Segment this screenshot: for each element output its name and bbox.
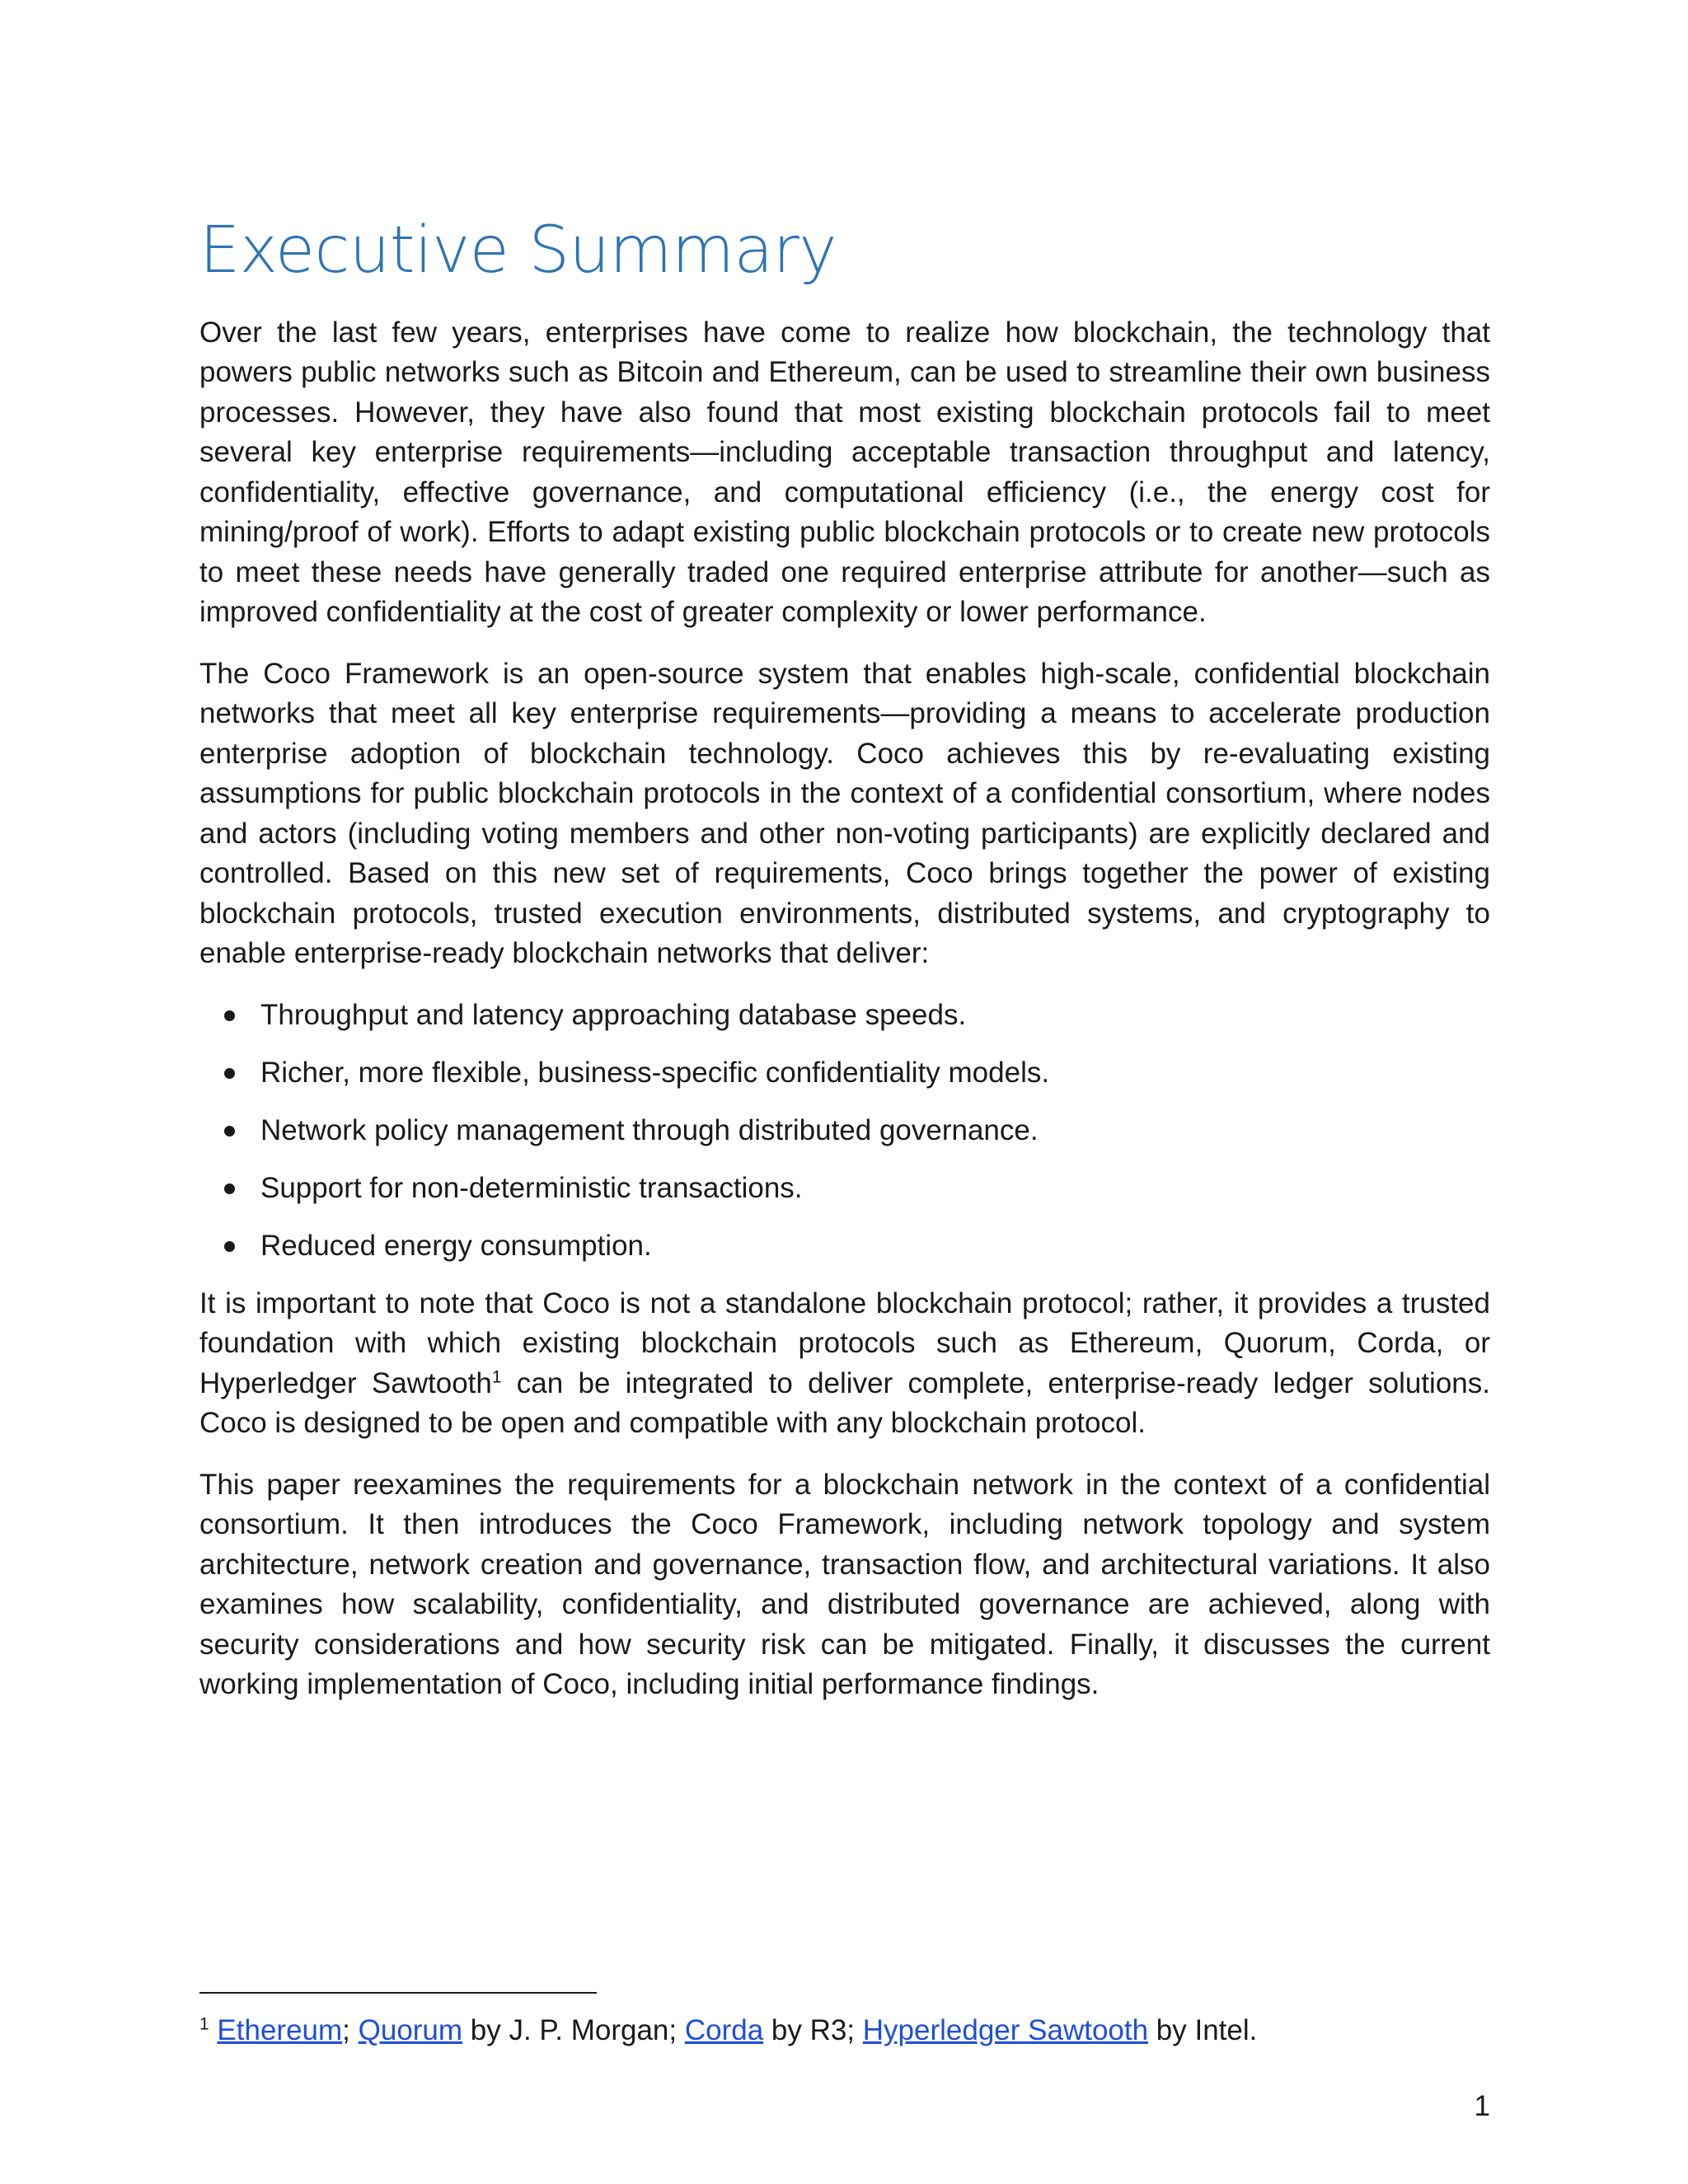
hyperledger-sawtooth-link[interactable]: Hyperledger Sawtooth (862, 2014, 1149, 2046)
quorum-link[interactable]: Quorum (358, 2014, 463, 2046)
list-item (199, 1169, 1490, 1209)
paragraph-overview: This paper reexamines the requirements for a blockchain network in the context of a confidential consortium. It then introduces the Coco Framework, including network topology and system architecture, network creation and governance, transaction flow, and architectural variations. It also examines how scalability, confidentiality, and distributed governance are achieved, along with security considerations and how security risk can be mitigated. Finally, it discusses the current working implementation of Coco, including initial performance findings. (199, 1468, 1490, 1701)
bullet-icon (224, 1010, 235, 1021)
footnote-divider (199, 1992, 597, 1994)
corda-link[interactable]: Corda (684, 2014, 764, 2046)
main-content (199, 213, 1490, 1727)
paragraph-text: It is important to note that Coco is not a standalone blockchain protocol; rather, it provides a trusted foundation with which existing blockchain protocols such as Ethereum, Quorum, Corda, or Hyperledger Sawtooth (199, 1286, 1490, 1399)
list-item-text: Network policy management through distributed governance. (260, 1113, 1039, 1146)
paragraph-coco-framework: The Coco Framework is an open-source system that enables high-scale, confidential blockchain networks that meet all key enterprise requirements—providing a means to accelerate production enterprise adoption of blockchain technology. Coco achieves this by re-evaluating existing assumptions for public blockchain protocols in the context of a confidential consortium, where nodes and actors (including voting members and other non-voting participants) are explicitly declared and controlled. Based on this new set of requirements, Coco brings together the power of existing blockchain protocols, trusted execution environments, distributed systems, and cryptography to enable enterprise-ready blockchain networks that deliver: (199, 657, 1490, 970)
footnote-text: by R3; (763, 2014, 863, 2046)
paragraph-text: can be integrated to deliver complete, enterprise-ready ledger solutions. Coco is designed to be open and compatible with any blockchain protocol. (199, 1366, 1490, 1440)
paragraph-intro: Over the last few years, enterprises have come to realize how blockchain, the technology that powers public networks such as Bitcoin and Ethereum, can be used to streamline their own business processes. However, they have also found that most existing blockchain protocols fail to meet several key enterprise requirements—including acceptable transaction throughput and latency, confidentiality, effective governance, and computational efficiency (i.e., the energy cost for mining/proof of work). Efforts to adapt existing public blockchain protocols or to create new protocols to meet these needs have generally traded one required enterprise attribute for another—such as improved confidentiality at the cost of greater complexity or lower performance. (199, 316, 1490, 629)
list-item (199, 1226, 1490, 1267)
page-number: 1 (1474, 2090, 1490, 2122)
footnote-text: by J. P. Morgan; (462, 2014, 685, 2046)
list-item-text: Support for non-deterministic transactions. (260, 1171, 803, 1204)
bullet-icon (224, 1126, 235, 1137)
paragraph-protocol-note (199, 1284, 1490, 1444)
list-item (199, 1053, 1490, 1094)
footnote (199, 2011, 1257, 2050)
list-item (199, 1111, 1490, 1151)
benefits-list (199, 996, 1490, 1267)
list-item-text: Richer, more flexible, business-specific confidentiality models. (260, 1056, 1050, 1089)
page-title: Executive Summary (199, 213, 837, 288)
footnote-text: ; (342, 2014, 359, 2046)
bullet-icon (224, 1068, 235, 1079)
bullet-icon (224, 1241, 235, 1252)
list-item-text: Reduced energy consumption. (260, 1229, 652, 1262)
footnote-text: by Intel. (1148, 2014, 1258, 2046)
footnote-marker: 1 (199, 2014, 209, 2034)
list-item (199, 996, 1490, 1036)
footnote-reference[interactable]: 1 (491, 1367, 502, 1387)
ethereum-link[interactable]: Ethereum (217, 2014, 343, 2046)
bullet-icon (224, 1183, 235, 1194)
list-item-text: Throughput and latency approaching database speeds. (260, 998, 967, 1031)
